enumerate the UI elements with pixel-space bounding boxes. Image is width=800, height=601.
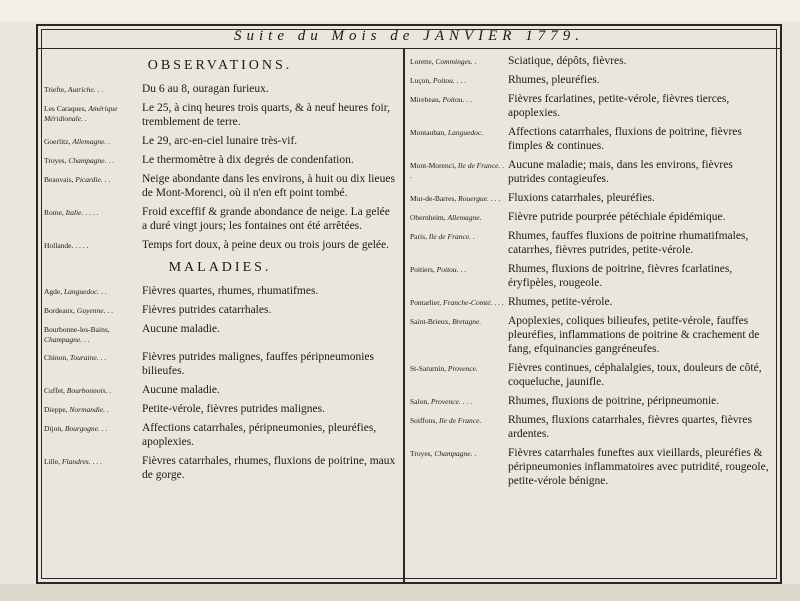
place-region: Poitou. <box>432 76 455 85</box>
entry-row <box>44 350 396 378</box>
leader-dots: . . <box>98 353 107 362</box>
entry-text: Aucune maladie; mais, dans les environs, fièvres putrides contagieufes. <box>508 159 733 185</box>
leader-dots: . . . <box>90 457 102 466</box>
entry-text: Fièvres putrides catarrhales. <box>142 304 272 316</box>
place-name: Dieppe, <box>44 405 68 414</box>
place-region: Poitou. <box>442 95 465 104</box>
entry-row <box>44 421 396 449</box>
entry-text: Aucune maladie. <box>142 323 220 335</box>
place-region: Ile de France. <box>428 232 472 241</box>
place-region: Normandie. <box>69 405 106 414</box>
entry-text: Rhumes, fauffes fluxions de poitrine rhumatifmales, catarrhes, fièvres putrides, petite-vérole. <box>508 230 749 256</box>
leader-dots: . . . <box>488 194 501 203</box>
entry-text: Fièvre putride pourprée pétéchiale épidémique. <box>508 211 726 223</box>
place-name: Bordeaux, <box>44 306 76 315</box>
place-region: Champagne. <box>434 449 473 458</box>
maladies-list-right <box>410 54 772 488</box>
entry-place <box>44 421 140 434</box>
place-name: Chinon, <box>44 353 68 362</box>
entry-row <box>410 210 772 224</box>
entry-place <box>410 73 506 86</box>
leader-dots: . . <box>99 287 107 296</box>
place-name: Goerlitz, <box>44 137 71 146</box>
place-region: Allemagne. <box>447 213 482 222</box>
entry-place <box>410 314 506 327</box>
place-region: Ile de France. <box>457 161 501 170</box>
entry-row <box>44 101 396 129</box>
page-frame <box>36 24 782 584</box>
entry-place <box>410 361 506 374</box>
entry-text: Du 6 au 8, ouragan furieux. <box>142 83 269 95</box>
place-region: Picardie. <box>75 175 103 184</box>
entry-row <box>410 92 772 120</box>
entry-place <box>44 402 140 415</box>
leader-dots: . . <box>458 265 467 274</box>
entry-row <box>410 262 772 290</box>
entry-place <box>410 446 506 459</box>
leader-dots: . . <box>464 95 472 104</box>
maladies-title: MALADIES. <box>168 260 272 275</box>
right-column <box>410 54 772 493</box>
entry-row <box>44 284 396 298</box>
leader-dots: . <box>106 137 111 146</box>
leader-dots: . <box>471 232 475 241</box>
leader-dots: . . <box>105 306 113 315</box>
entry-text: Neige abondante dans les environs, à huit ou dix lieues de Mont-Morenci, où il n'en eft point tombé. <box>142 173 395 199</box>
entry-place <box>44 153 140 166</box>
entry-row <box>410 229 772 257</box>
entry-row <box>44 153 396 167</box>
place-name: Troyes, <box>44 156 67 165</box>
column-divider <box>403 49 405 582</box>
entry-row <box>410 413 772 441</box>
entry-text: Affections catarrhales, fluxions de poitrine, fièvres fimples & continues. <box>508 126 742 152</box>
place-region: Ile de France. <box>439 416 482 425</box>
place-region: Bretagne. <box>452 317 482 326</box>
place-region: Guyenne. <box>76 306 106 315</box>
entry-text: Temps fort doux, à peine deux ou trois jours de gelée. <box>142 239 390 251</box>
place-name: Lorette, <box>410 57 434 66</box>
entry-place <box>44 303 140 316</box>
entry-place <box>44 322 140 345</box>
place-name: Poitiers, <box>410 265 435 274</box>
maladies-list-left <box>44 284 396 482</box>
entry-place <box>410 54 506 67</box>
entry-text: Froid exceffif & grande abondance de neige. La gelée a duré vingt jours; les fontaines ont été arrêtées. <box>142 206 390 232</box>
page-bottom-edge <box>0 584 800 601</box>
entry-row <box>44 82 396 96</box>
place-region: Allemagne. <box>72 137 107 146</box>
place-name: Les Caraques, <box>44 104 87 113</box>
entry-row <box>410 191 772 205</box>
leader-dots: . <box>472 449 477 458</box>
place-name: Montauban, <box>410 128 447 137</box>
entry-text: Le 29, arc-en-ciel lunaire très-vif. <box>142 135 298 147</box>
place-region: Italie. <box>65 208 84 217</box>
place-region: Provence. <box>447 364 478 373</box>
entry-row <box>44 402 396 416</box>
place-region: Champagne. <box>44 335 83 344</box>
entry-row <box>410 125 772 153</box>
entry-text: Apoplexies, coliques bilieufes, petite-vérole, fauffes pleuréfies, inflammations de poitrine & crachement de fang, efquinancies gangréneufes. <box>508 315 760 355</box>
entry-place <box>44 238 140 251</box>
entry-row <box>44 322 396 345</box>
page-top-edge <box>0 0 800 22</box>
entry-row <box>410 446 772 488</box>
entry-place <box>44 205 140 218</box>
observations-list <box>44 82 396 252</box>
entry-row <box>44 454 396 482</box>
leader-dots: . <box>82 114 87 123</box>
entry-text: Rhumes, petite-vérole. <box>508 296 613 308</box>
place-region: Franche-Comté. <box>443 298 493 307</box>
leader-dots: . . . <box>492 298 504 307</box>
place-region: Languedoc. <box>64 287 100 296</box>
entry-place <box>44 454 140 467</box>
entry-row <box>44 383 396 397</box>
entry-place <box>44 101 140 124</box>
entry-place <box>44 350 140 363</box>
entry-text: Fièvres catarrhales, rhumes, fluxions de poitrine, maux de gorge. <box>142 455 396 481</box>
entry-row <box>410 314 772 356</box>
place-name: Dijon, <box>44 424 63 433</box>
place-name: Mirebeau, <box>410 95 441 104</box>
entry-text: Le 25, à cinq heures trois quarts, & à neuf heures foir, tremblement de terre. <box>142 102 390 128</box>
leader-dots: . . . . <box>83 208 99 217</box>
place-region: Rouergue. <box>458 194 489 203</box>
place-region: Champagne. <box>68 156 107 165</box>
leader-dots: . . <box>410 161 504 180</box>
place-name: Agde, <box>44 287 63 296</box>
entry-place <box>410 158 506 181</box>
entry-text: Fièvres quartes, rhumes, rhumatifmes. <box>142 285 319 297</box>
leader-dots: . . <box>99 424 108 433</box>
entry-text: Petite-vérole, fièvres putrides malignes. <box>142 403 325 415</box>
entry-text: Fièvres catarrhales funeftes aux vieillards, pleuréfies & péripneumonies inflammatoires avec putridité, rougeole, petite-vérole bénigne. <box>508 447 769 487</box>
place-name: Luçon, <box>410 76 432 85</box>
entry-text: Aucune maladie. <box>142 384 220 396</box>
entry-place <box>410 295 506 308</box>
place-region: Autriche. <box>67 85 96 94</box>
place-region: Provence. <box>430 397 461 406</box>
entry-row <box>410 54 772 68</box>
entry-text: Le thermomètre à dix degrés de condenfation. <box>142 154 354 166</box>
leader-dots: . . <box>102 175 111 184</box>
place-name: Saint-Brieux, <box>410 317 451 326</box>
entry-text: Rhumes, pleuréfies. <box>508 74 600 86</box>
entry-place <box>44 284 140 297</box>
leader-dots: . <box>105 405 109 414</box>
entry-text: Fièvres putrides malignes, fauffes péripneumonies bilieufes. <box>142 351 374 377</box>
place-region: Flandres. <box>61 457 91 466</box>
entry-place <box>410 229 506 242</box>
place-region: Amérique Méridionale. <box>44 104 118 123</box>
place-name: Triefte, <box>44 85 67 94</box>
leader-dots: . . . <box>454 76 467 85</box>
place-region: Languedoc. <box>447 128 484 137</box>
leader-dots: . . . <box>460 397 473 406</box>
place-name: Paris, <box>410 232 427 241</box>
entry-row <box>44 238 396 252</box>
left-column <box>44 54 396 487</box>
entry-row <box>410 73 772 87</box>
leader-dots: . <box>472 57 477 66</box>
place-region: Comminges. <box>435 57 473 66</box>
place-name: Lille, <box>44 457 61 466</box>
entry-place <box>44 383 140 396</box>
entry-place <box>410 394 506 407</box>
entry-text: Rhumes, fluxions catarrhales, fièvres quartes, fièvres ardentes. <box>508 414 752 440</box>
entry-place <box>410 125 506 138</box>
place-region: Bourbonnois. <box>66 386 108 395</box>
entry-row <box>410 394 772 408</box>
place-name: Salon, <box>410 397 429 406</box>
entry-row <box>44 134 396 148</box>
entry-row <box>410 295 772 309</box>
place-name: Soiffons, <box>410 416 438 425</box>
observations-title: OBSERVATIONS. <box>147 58 293 73</box>
entry-place <box>44 82 140 95</box>
place-region: Touraine. <box>69 353 99 362</box>
running-head: Suite du Mois de JANVIER 1779. <box>234 28 584 44</box>
leader-dots: . <box>107 386 112 395</box>
place-name: Pontarlier, <box>410 298 442 307</box>
leader-dots: . . <box>106 156 114 165</box>
entry-text: Rhumes, fluxions de poitrine, fièvres fcarlatines, éryfipèles, rougeole. <box>508 263 733 289</box>
entry-row <box>44 205 396 233</box>
place-region: Poitou. <box>436 265 459 274</box>
entry-text: Fièvres continues, céphalalgies, toux, douleurs de côté, coqueluche, jaunifle. <box>508 362 762 388</box>
entry-text: Sciatique, dépôts, fièvres. <box>508 55 627 67</box>
place-name: Obernheim, <box>410 213 446 222</box>
place-name: Rome, <box>44 208 64 217</box>
entry-text: Rhumes, fluxions de poitrine, péripneumonie. <box>508 395 720 407</box>
entry-place <box>410 262 506 275</box>
place-name: Beauvais, <box>44 175 74 184</box>
place-name: Hollande. <box>44 241 74 250</box>
entry-place <box>410 191 506 204</box>
place-name: Cuffet, <box>44 386 65 395</box>
entry-row <box>410 361 772 389</box>
place-region: Bourgogne. <box>64 424 100 433</box>
entry-place <box>410 210 506 223</box>
entry-row <box>410 158 772 186</box>
entry-row <box>44 172 396 200</box>
entry-text: Affections catarrhales, péripneumonies, pleuréfies, apoplexies. <box>142 422 377 448</box>
entry-text: Fièvres fcarlatines, petite-vérole, fièvres tierces, apoplexies. <box>508 93 730 119</box>
place-name: Troyes, <box>410 449 433 458</box>
place-name: Bourbonne-les-Bains, <box>44 325 110 334</box>
place-name: Mont-Morenci, <box>410 161 457 170</box>
entry-place <box>410 92 506 105</box>
place-name: Mur-de-Barres, <box>410 194 457 203</box>
entry-place <box>44 134 140 147</box>
leader-dots: . . . . <box>75 241 89 250</box>
header-rule <box>38 48 780 49</box>
entry-row <box>44 303 396 317</box>
entry-text: Fluxions catarrhales, pleuréfies. <box>508 192 655 204</box>
entry-place <box>44 172 140 185</box>
place-name: St-Saturnin, <box>410 364 447 373</box>
entry-place <box>410 413 506 426</box>
leader-dots: . . <box>95 85 104 94</box>
leader-dots: . . <box>82 335 90 344</box>
